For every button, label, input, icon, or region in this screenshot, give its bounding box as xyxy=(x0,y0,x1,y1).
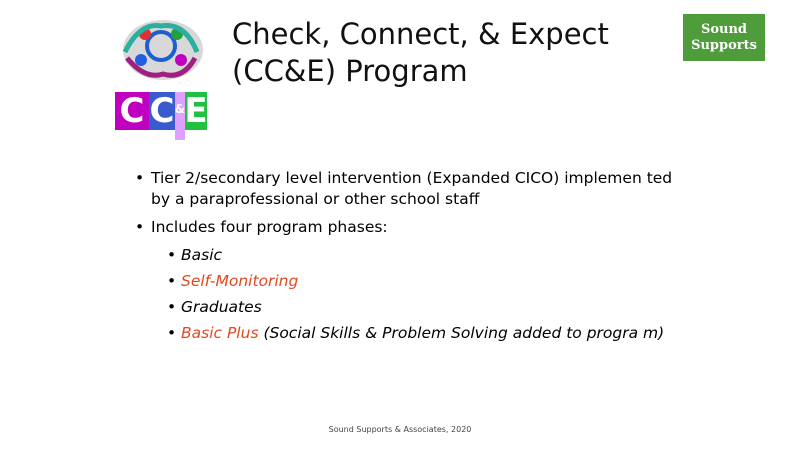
title-line: (CC&E) Program xyxy=(232,54,468,88)
badge-line: Supports xyxy=(691,37,757,53)
bullet-item: • Tier 2/secondary level intervention (Expanded CICO) implemen ted by a paraprofessional or other school staff xyxy=(135,168,680,210)
logo-letter: & xyxy=(175,92,185,140)
logo-letter: C xyxy=(115,92,149,130)
bullet-item: • Includes four program phases: xyxy=(135,217,680,238)
slide-footer: Sound Supports & Associates, 2020 xyxy=(328,425,472,434)
phase-label: Graduates xyxy=(181,298,262,316)
sub-bullet-item xyxy=(167,271,680,292)
badge-line: Sound xyxy=(700,21,748,37)
logo-letter: E xyxy=(184,91,208,131)
logo-letter: C xyxy=(149,91,175,131)
sound-supports-badge xyxy=(683,14,765,61)
phase-label: Self-Monitoring xyxy=(181,272,299,290)
sub-bullet-item xyxy=(167,323,680,344)
sub-bullet-item xyxy=(167,245,680,266)
phase-label: Basic Plus xyxy=(181,324,259,342)
slide-content xyxy=(135,168,680,349)
people-circle-icon xyxy=(115,12,207,84)
phase-label: Basic xyxy=(181,246,223,264)
phase-description: (Social Skills & Problem Solving added to progra m) xyxy=(258,324,665,342)
logo-letters xyxy=(115,92,207,130)
title-line: Check, Connect, & Expect xyxy=(232,17,609,51)
sub-bullet-item xyxy=(167,297,680,318)
slide-title xyxy=(232,16,652,90)
cce-logo xyxy=(115,12,208,131)
